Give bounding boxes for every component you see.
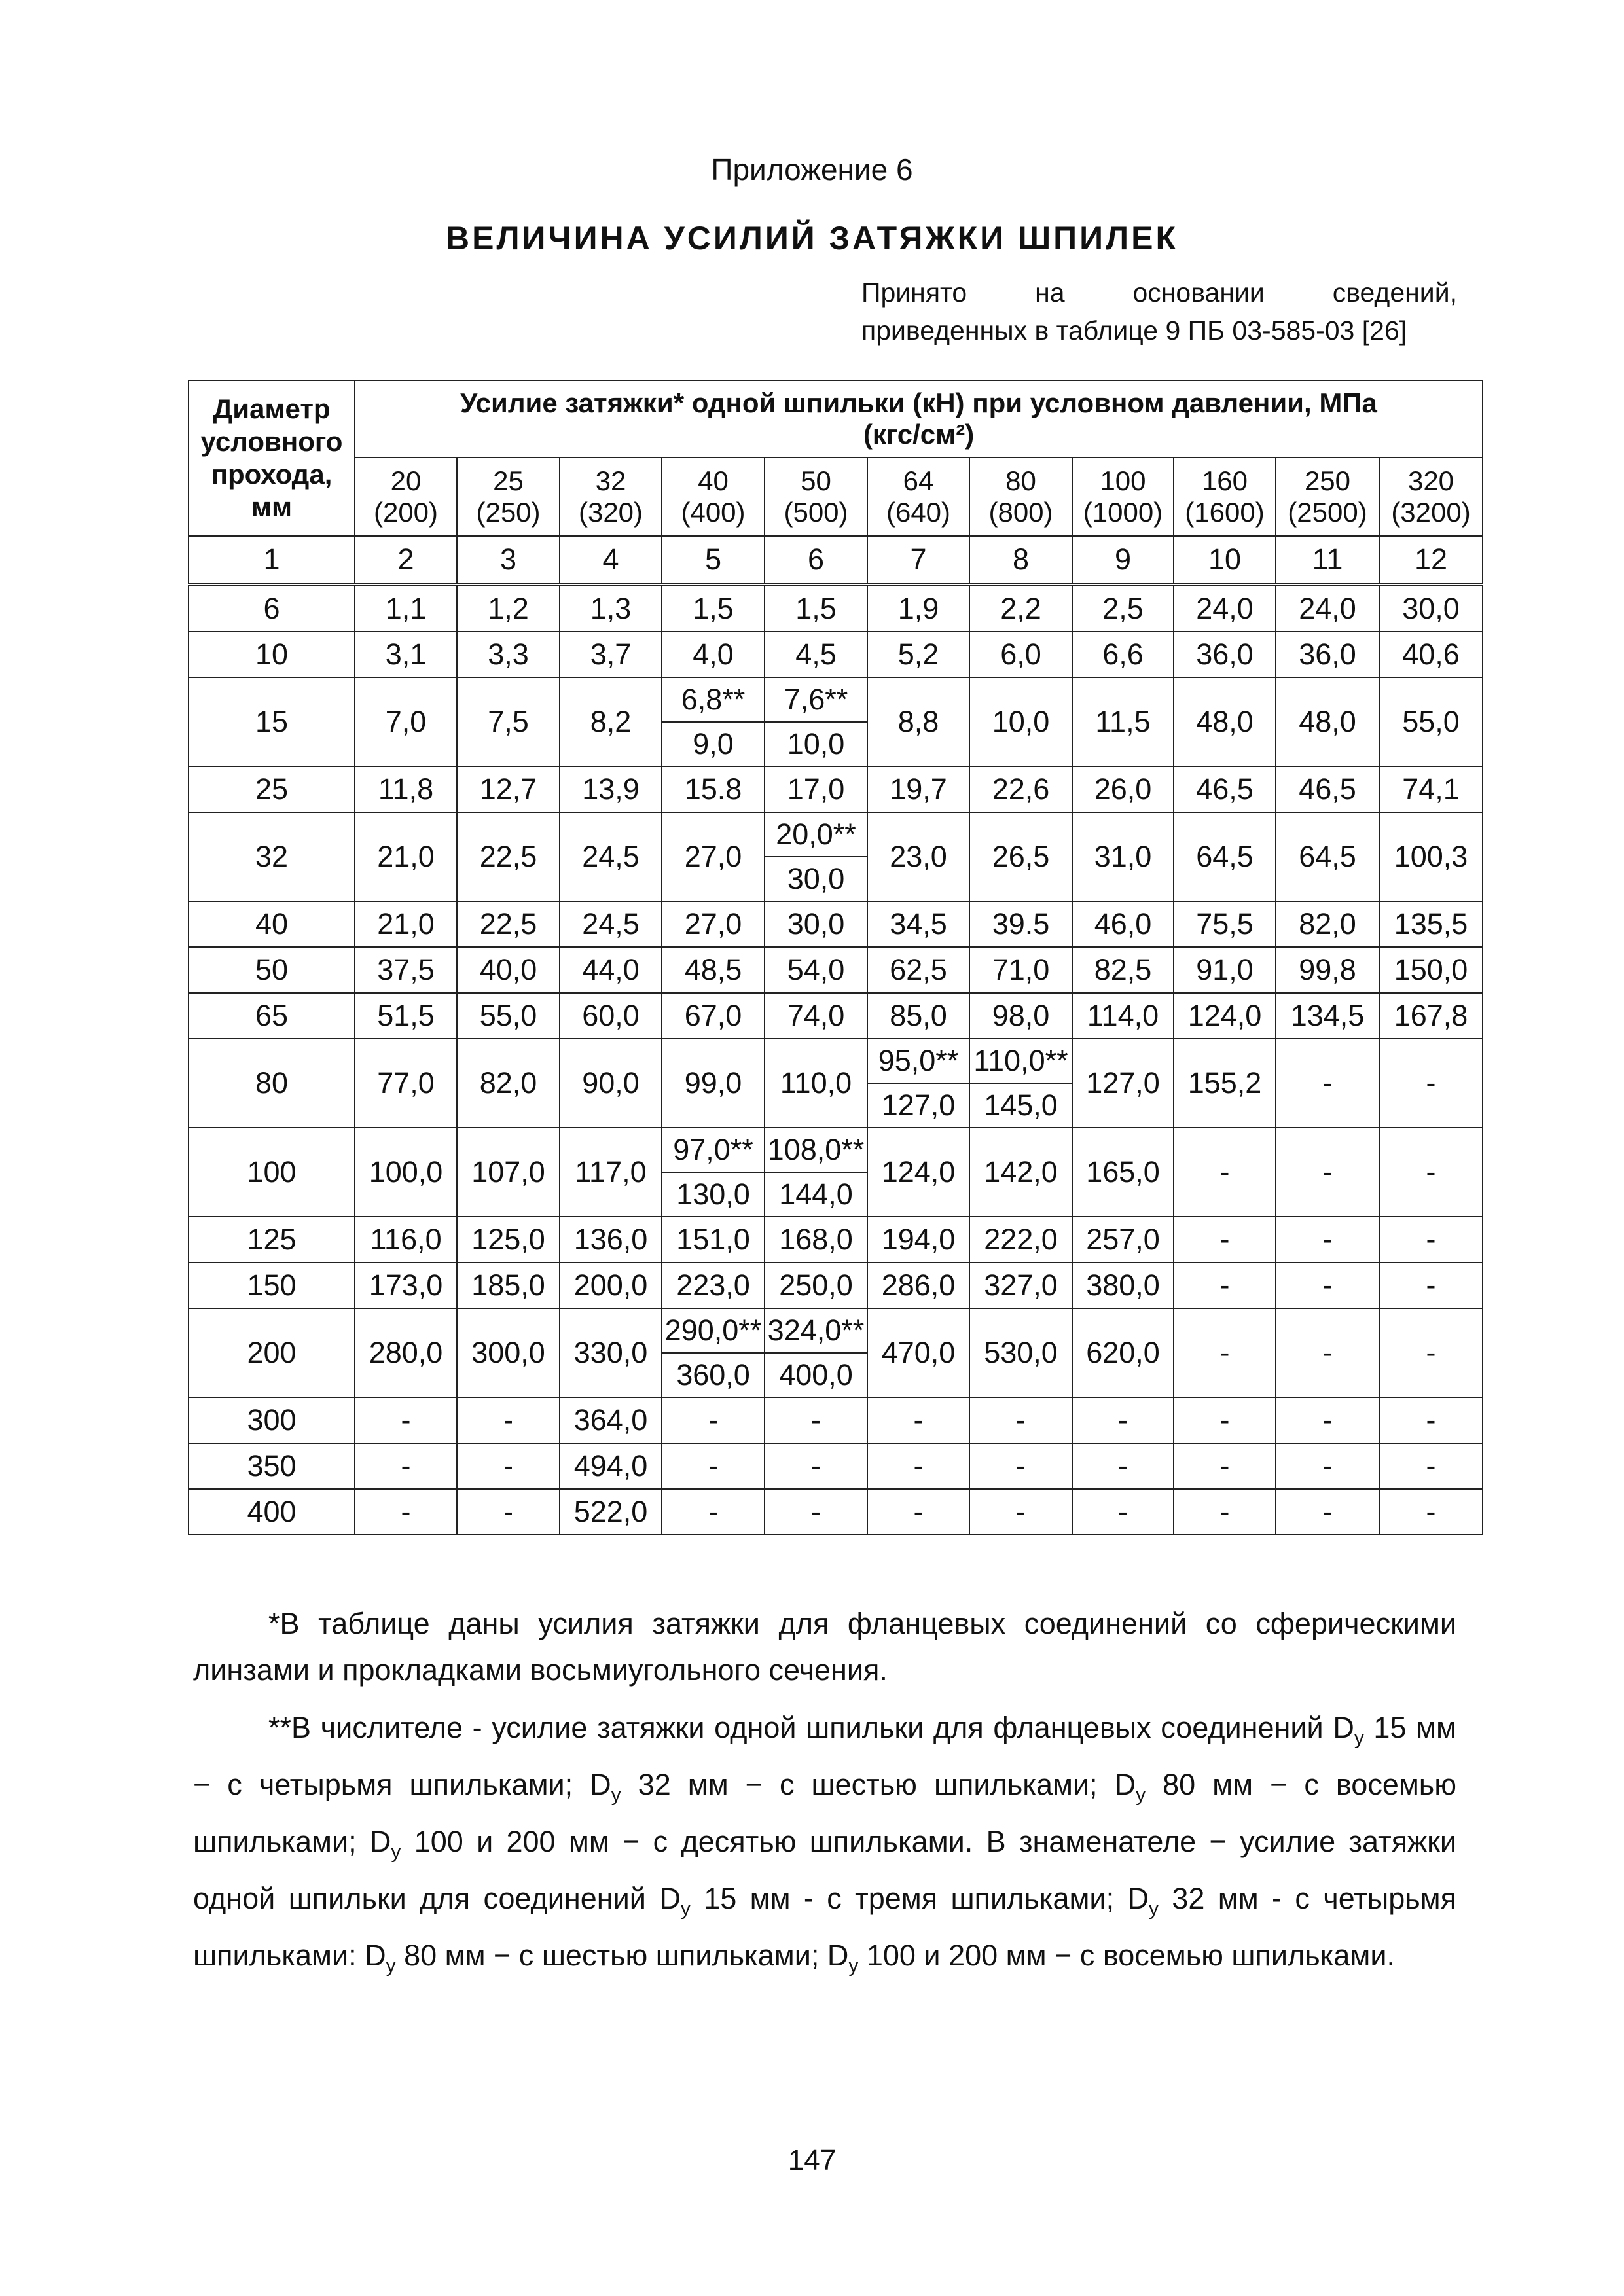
value-cell: 22,5 <box>457 812 560 901</box>
value-cell: - <box>1379 1263 1483 1308</box>
diameter-cell: 80 <box>189 1039 355 1128</box>
value-cell: - <box>1072 1397 1174 1443</box>
value-cell: 36,0 <box>1276 632 1379 677</box>
pressure-kgf: (500) <box>784 497 848 528</box>
value-cell: - <box>1072 1443 1174 1489</box>
column-number: 12 <box>1379 536 1483 584</box>
pressure-header <box>560 457 662 536</box>
pressure-header <box>1276 457 1379 536</box>
value-cell: - <box>867 1489 969 1535</box>
column-number: 8 <box>969 536 1072 584</box>
diameter-cell: 6 <box>189 584 355 632</box>
value-cell: - <box>1174 1263 1276 1308</box>
value-cell: 34,5 <box>867 901 969 947</box>
value-cell: 4,0 <box>662 632 765 677</box>
column-number: 9 <box>1072 536 1174 584</box>
value-cell: 135,5 <box>1379 901 1483 947</box>
pressure-kgf: (400) <box>681 497 746 528</box>
diameter-cell: 65 <box>189 993 355 1039</box>
value-cell: 155,2 <box>1174 1039 1276 1128</box>
split-value-cell <box>662 677 765 766</box>
diameter-cell: 25 <box>189 766 355 812</box>
diameter-cell: 32 <box>189 812 355 901</box>
value-cell: 26,5 <box>969 812 1072 901</box>
diameter-header: Диаметр условного прохода, мм <box>189 380 355 536</box>
column-number: 4 <box>560 536 662 584</box>
value-cell: 150,0 <box>1379 947 1483 993</box>
numerator-value: 110,0** <box>970 1039 1072 1083</box>
column-number: 5 <box>662 536 765 584</box>
value-cell: 7,5 <box>457 677 560 766</box>
value-cell: 124,0 <box>1174 993 1276 1039</box>
pressure-mpa: 64 <box>903 465 934 496</box>
subscript-y: y <box>611 1784 621 1806</box>
subscript-y: y <box>680 1898 691 1920</box>
page-number: 147 <box>787 2144 837 2176</box>
value-cell: 4,5 <box>765 632 867 677</box>
table-row <box>189 632 1483 677</box>
value-cell: 6,0 <box>969 632 1072 677</box>
split-value-cell <box>765 1128 867 1217</box>
value-cell: 620,0 <box>1072 1308 1174 1397</box>
value-cell: 3,3 <box>457 632 560 677</box>
value-cell: 98,0 <box>969 993 1072 1039</box>
value-cell: 124,0 <box>867 1128 969 1217</box>
value-cell: - <box>1379 1443 1483 1489</box>
numerator-value: 108,0** <box>765 1128 867 1172</box>
value-cell: 530,0 <box>969 1308 1072 1397</box>
denominator-value: 9,0 <box>693 727 734 761</box>
value-cell: 194,0 <box>867 1217 969 1263</box>
value-cell: - <box>1276 1217 1379 1263</box>
numerator-value: 324,0** <box>765 1309 867 1353</box>
value-cell: 74,0 <box>765 993 867 1039</box>
value-cell: - <box>355 1397 457 1443</box>
diameter-cell: 150 <box>189 1263 355 1308</box>
numerator-value: 95,0** <box>868 1039 969 1083</box>
split-value-cell <box>765 1308 867 1397</box>
value-cell: 250,0 <box>765 1263 867 1308</box>
table-row <box>189 1443 1483 1489</box>
value-cell: - <box>1379 1128 1483 1217</box>
split-value-cell <box>662 1308 765 1397</box>
bolt-tension-table <box>188 380 1483 1535</box>
source-reference <box>861 274 1457 350</box>
pressure-header <box>457 457 560 536</box>
pressure-mpa: 50 <box>801 465 831 496</box>
value-cell: 300,0 <box>457 1308 560 1397</box>
pressure-header <box>1072 457 1174 536</box>
value-cell: - <box>1174 1397 1276 1443</box>
value-cell: 39.5 <box>969 901 1072 947</box>
table-row <box>189 677 1483 766</box>
value-cell: - <box>1174 1217 1276 1263</box>
value-cell: 364,0 <box>560 1397 662 1443</box>
value-cell: 11,8 <box>355 766 457 812</box>
value-cell: 82,5 <box>1072 947 1174 993</box>
table-row <box>189 1397 1483 1443</box>
table-row <box>189 993 1483 1039</box>
value-cell: 30,0 <box>1379 584 1483 632</box>
table-row <box>189 812 1483 901</box>
value-cell: - <box>355 1443 457 1489</box>
numerator-value: 290,0** <box>662 1309 764 1353</box>
footnote-single-star: *В таблице даны усилия затяжки для фланцевых соединений со сферическими линзами и прокладками восьмиугольного сечения. <box>193 1607 1456 1687</box>
denominator-value: 144,0 <box>779 1177 853 1211</box>
pressure-kgf: (3200) <box>1391 497 1471 528</box>
value-cell: 36,0 <box>1174 632 1276 677</box>
value-cell: 116,0 <box>355 1217 457 1263</box>
value-cell: - <box>867 1443 969 1489</box>
pressure-kgf: (640) <box>886 497 951 528</box>
value-cell: - <box>457 1489 560 1535</box>
value-cell: 60,0 <box>560 993 662 1039</box>
value-cell: 51,5 <box>355 993 457 1039</box>
value-cell: - <box>1379 1308 1483 1397</box>
value-cell: 22,6 <box>969 766 1072 812</box>
pressure-mpa: 80 <box>1005 465 1036 496</box>
value-cell: 37,5 <box>355 947 457 993</box>
value-cell: 19,7 <box>867 766 969 812</box>
denominator-value: 30,0 <box>787 862 845 895</box>
value-cell: - <box>1174 1308 1276 1397</box>
pressure-kgf: (320) <box>578 497 643 528</box>
value-cell: 100,0 <box>355 1128 457 1217</box>
value-cell: 46,5 <box>1276 766 1379 812</box>
value-cell: 522,0 <box>560 1489 662 1535</box>
denominator-value: 145,0 <box>984 1088 1058 1122</box>
value-cell: 2,5 <box>1072 584 1174 632</box>
pressure-mpa: 40 <box>698 465 729 496</box>
subscript-y: y <box>391 1841 401 1863</box>
value-cell: 125,0 <box>457 1217 560 1263</box>
page-title: ВЕЛИЧИНА УСИЛИЙ ЗАТЯЖКИ ШПИЛЕК <box>445 220 1179 257</box>
value-cell: - <box>1174 1128 1276 1217</box>
pressure-header <box>765 457 867 536</box>
value-cell: 40,6 <box>1379 632 1483 677</box>
value-cell: - <box>1276 1443 1379 1489</box>
pressure-kgf: (2500) <box>1288 497 1367 528</box>
value-cell: 85,0 <box>867 993 969 1039</box>
pressure-kgf: (1000) <box>1083 497 1163 528</box>
pressure-header <box>867 457 969 536</box>
value-cell: 24,5 <box>560 812 662 901</box>
table-row <box>189 1039 1483 1128</box>
value-cell: 17,0 <box>765 766 867 812</box>
pressure-header <box>355 457 457 536</box>
value-cell: 15.8 <box>662 766 765 812</box>
table-row <box>189 947 1483 993</box>
value-cell: - <box>765 1397 867 1443</box>
value-cell: 90,0 <box>560 1039 662 1128</box>
table-row <box>189 584 1483 632</box>
value-cell: 5,2 <box>867 632 969 677</box>
value-cell: 64,5 <box>1276 812 1379 901</box>
diameter-cell: 15 <box>189 677 355 766</box>
column-number: 1 <box>189 536 355 584</box>
value-cell: 99,0 <box>662 1039 765 1128</box>
value-cell: 24,0 <box>1174 584 1276 632</box>
value-cell: 64,5 <box>1174 812 1276 901</box>
table-row <box>189 1489 1483 1535</box>
value-cell: 136,0 <box>560 1217 662 1263</box>
value-cell: 31,0 <box>1072 812 1174 901</box>
value-cell: 48,5 <box>662 947 765 993</box>
value-cell: 62,5 <box>867 947 969 993</box>
value-cell: 21,0 <box>355 901 457 947</box>
value-cell: 54,0 <box>765 947 867 993</box>
value-cell: 165,0 <box>1072 1128 1174 1217</box>
value-cell: 77,0 <box>355 1039 457 1128</box>
value-cell: 223,0 <box>662 1263 765 1308</box>
split-value-cell <box>662 1128 765 1217</box>
value-cell: - <box>1072 1489 1174 1535</box>
pressure-header <box>969 457 1072 536</box>
value-cell: 110,0 <box>765 1039 867 1128</box>
value-cell: 46,0 <box>1072 901 1174 947</box>
value-cell: 3,1 <box>355 632 457 677</box>
subscript-y: y <box>1148 1898 1159 1920</box>
diameter-cell: 50 <box>189 947 355 993</box>
value-cell: 11,5 <box>1072 677 1174 766</box>
value-cell: - <box>1276 1039 1379 1128</box>
pressure-kgf: (800) <box>988 497 1053 528</box>
column-number: 6 <box>765 536 867 584</box>
value-cell: 114,0 <box>1072 993 1174 1039</box>
value-cell: - <box>969 1397 1072 1443</box>
pressure-mpa: 25 <box>493 465 524 496</box>
value-cell: 40,0 <box>457 947 560 993</box>
value-cell: 107,0 <box>457 1128 560 1217</box>
value-cell: - <box>1174 1443 1276 1489</box>
diameter-cell: 40 <box>189 901 355 947</box>
value-cell: 46,5 <box>1174 766 1276 812</box>
diameter-cell: 100 <box>189 1128 355 1217</box>
value-cell: 117,0 <box>560 1128 662 1217</box>
value-cell: - <box>1379 1217 1483 1263</box>
pressure-mpa: 320 <box>1407 465 1454 496</box>
table-row <box>189 901 1483 947</box>
value-cell: - <box>765 1489 867 1535</box>
value-cell: 151,0 <box>662 1217 765 1263</box>
value-cell: - <box>765 1443 867 1489</box>
value-cell: 167,8 <box>1379 993 1483 1039</box>
value-cell: 24,0 <box>1276 584 1379 632</box>
value-cell: - <box>1276 1128 1379 1217</box>
value-cell: 286,0 <box>867 1263 969 1308</box>
pressure-kgf: (1600) <box>1185 497 1265 528</box>
value-cell: 55,0 <box>1379 677 1483 766</box>
value-cell: 74,1 <box>1379 766 1483 812</box>
numerator-value: 97,0** <box>662 1128 764 1172</box>
source-line-2: приведенных в таблице 9 ПБ 03-585-03 [26] <box>861 315 1407 346</box>
force-header: Усилие затяжки* одной шпильки (кН) при условном давлении, МПа (кгс/см²) <box>355 380 1483 457</box>
value-cell: 82,0 <box>457 1039 560 1128</box>
value-cell: - <box>1276 1397 1379 1443</box>
diameter-cell: 350 <box>189 1443 355 1489</box>
value-cell: 1,9 <box>867 584 969 632</box>
pressure-kgf: (250) <box>476 497 541 528</box>
value-cell: 127,0 <box>1072 1039 1174 1128</box>
value-cell: 55,0 <box>457 993 560 1039</box>
split-value-cell <box>867 1039 969 1128</box>
value-cell: 10,0 <box>969 677 1072 766</box>
pressure-header <box>662 457 765 536</box>
subscript-y: y <box>1354 1727 1364 1749</box>
value-cell: 7,0 <box>355 677 457 766</box>
column-number: 7 <box>867 536 969 584</box>
denominator-value: 127,0 <box>881 1088 956 1122</box>
value-cell: 24,5 <box>560 901 662 947</box>
value-cell: 67,0 <box>662 993 765 1039</box>
value-cell: 99,8 <box>1276 947 1379 993</box>
table-row <box>189 1128 1483 1217</box>
split-value-cell <box>765 677 867 766</box>
pressure-kgf: (200) <box>373 497 439 528</box>
value-cell: 8,2 <box>560 677 662 766</box>
denominator-value: 130,0 <box>676 1177 750 1211</box>
value-cell: - <box>969 1489 1072 1535</box>
value-cell: 23,0 <box>867 812 969 901</box>
value-cell: - <box>1379 1489 1483 1535</box>
value-cell: 6,6 <box>1072 632 1174 677</box>
subscript-y: y <box>1136 1784 1146 1806</box>
value-cell: 44,0 <box>560 947 662 993</box>
diameter-cell: 125 <box>189 1217 355 1263</box>
value-cell: 494,0 <box>560 1443 662 1489</box>
table-row <box>189 1308 1483 1397</box>
value-cell: 1,3 <box>560 584 662 632</box>
table-row <box>189 766 1483 812</box>
value-cell: - <box>355 1489 457 1535</box>
value-cell: 100,3 <box>1379 812 1483 901</box>
diameter-cell: 300 <box>189 1397 355 1443</box>
value-cell: 1,5 <box>662 584 765 632</box>
value-cell: 27,0 <box>662 901 765 947</box>
column-number: 2 <box>355 536 457 584</box>
value-cell: - <box>1379 1397 1483 1443</box>
source-line-1: Принято на основании сведений, <box>861 278 1457 308</box>
value-cell: 134,5 <box>1276 993 1379 1039</box>
subscript-y: y <box>848 1955 859 1977</box>
value-cell: - <box>1276 1489 1379 1535</box>
value-cell: 27,0 <box>662 812 765 901</box>
value-cell: - <box>662 1443 765 1489</box>
value-cell: 21,0 <box>355 812 457 901</box>
footnote-double-star: **В числителе - усилие затяжки одной шпильки для фланцевых соединений $D_y$ 15 мм − с четырьмя шпильками; $D_y$ 32 мм − с шестью шпильками; $D_y$ 80 мм − с восемью шпильками; $D_y$ 100 и 200 мм − с десятью шпильками. В знаменателе − усилие затяжки одной шпильки для соединений $D_y$ 15 мм - с тремя шпильками; $D_y$ 32 мм - с четырьмя шпильками: $D_y$ 80 мм − с шестью шпильками; $D_y$ 100 и 200 мм − с восемью шпильками. <box>193 1711 1456 1977</box>
value-cell: 257,0 <box>1072 1217 1174 1263</box>
value-cell: - <box>1174 1489 1276 1535</box>
column-number: 11 <box>1276 536 1379 584</box>
value-cell: 13,9 <box>560 766 662 812</box>
value-cell: 327,0 <box>969 1263 1072 1308</box>
value-cell: 75,5 <box>1174 901 1276 947</box>
value-cell: 22,5 <box>457 901 560 947</box>
column-number: 10 <box>1174 536 1276 584</box>
value-cell: - <box>969 1443 1072 1489</box>
value-cell: 1,2 <box>457 584 560 632</box>
split-value-cell <box>969 1039 1072 1128</box>
value-cell: 330,0 <box>560 1308 662 1397</box>
value-cell: 48,0 <box>1174 677 1276 766</box>
value-cell: 71,0 <box>969 947 1072 993</box>
appendix-label: Приложение 6 <box>711 152 913 187</box>
table-row <box>189 1263 1483 1308</box>
numerator-value: 7,6** <box>765 678 867 722</box>
pressure-header <box>1379 457 1483 536</box>
value-cell: - <box>1276 1308 1379 1397</box>
value-cell: 82,0 <box>1276 901 1379 947</box>
value-cell: - <box>662 1489 765 1535</box>
pressure-mpa: 100 <box>1100 465 1146 496</box>
value-cell: 168,0 <box>765 1217 867 1263</box>
value-cell: - <box>457 1443 560 1489</box>
diameter-cell: 400 <box>189 1489 355 1535</box>
denominator-value: 10,0 <box>787 727 845 761</box>
value-cell: - <box>457 1397 560 1443</box>
value-cell: - <box>867 1397 969 1443</box>
value-cell: 200,0 <box>560 1263 662 1308</box>
value-cell: 142,0 <box>969 1128 1072 1217</box>
value-cell: - <box>1379 1039 1483 1128</box>
value-cell: 1,1 <box>355 584 457 632</box>
diameter-cell: 200 <box>189 1308 355 1397</box>
value-cell: 380,0 <box>1072 1263 1174 1308</box>
value-cell: 185,0 <box>457 1263 560 1308</box>
pressure-mpa: 250 <box>1304 465 1351 496</box>
value-cell: 26,0 <box>1072 766 1174 812</box>
value-cell: 48,0 <box>1276 677 1379 766</box>
value-cell: 30,0 <box>765 901 867 947</box>
value-cell: 222,0 <box>969 1217 1072 1263</box>
table-row <box>189 1217 1483 1263</box>
value-cell: 280,0 <box>355 1308 457 1397</box>
value-cell: - <box>662 1397 765 1443</box>
denominator-value: 400,0 <box>779 1358 853 1391</box>
value-cell: 173,0 <box>355 1263 457 1308</box>
value-cell: 91,0 <box>1174 947 1276 993</box>
pressure-mpa: 160 <box>1201 465 1248 496</box>
pressure-header <box>1174 457 1276 536</box>
numerator-value: 6,8** <box>662 678 764 722</box>
pressure-mpa: 32 <box>595 465 626 496</box>
denominator-value: 360,0 <box>676 1358 750 1391</box>
value-cell: 2,2 <box>969 584 1072 632</box>
value-cell: 470,0 <box>867 1308 969 1397</box>
diameter-cell: 10 <box>189 632 355 677</box>
split-value-cell <box>765 812 867 901</box>
value-cell: 12,7 <box>457 766 560 812</box>
value-cell: - <box>1276 1263 1379 1308</box>
numerator-value: 20,0** <box>765 813 867 857</box>
subscript-y: y <box>386 1955 396 1977</box>
value-cell: 3,7 <box>560 632 662 677</box>
value-cell: 1,5 <box>765 584 867 632</box>
pressure-mpa: 20 <box>390 465 422 496</box>
value-cell: 8,8 <box>867 677 969 766</box>
column-number: 3 <box>457 536 560 584</box>
